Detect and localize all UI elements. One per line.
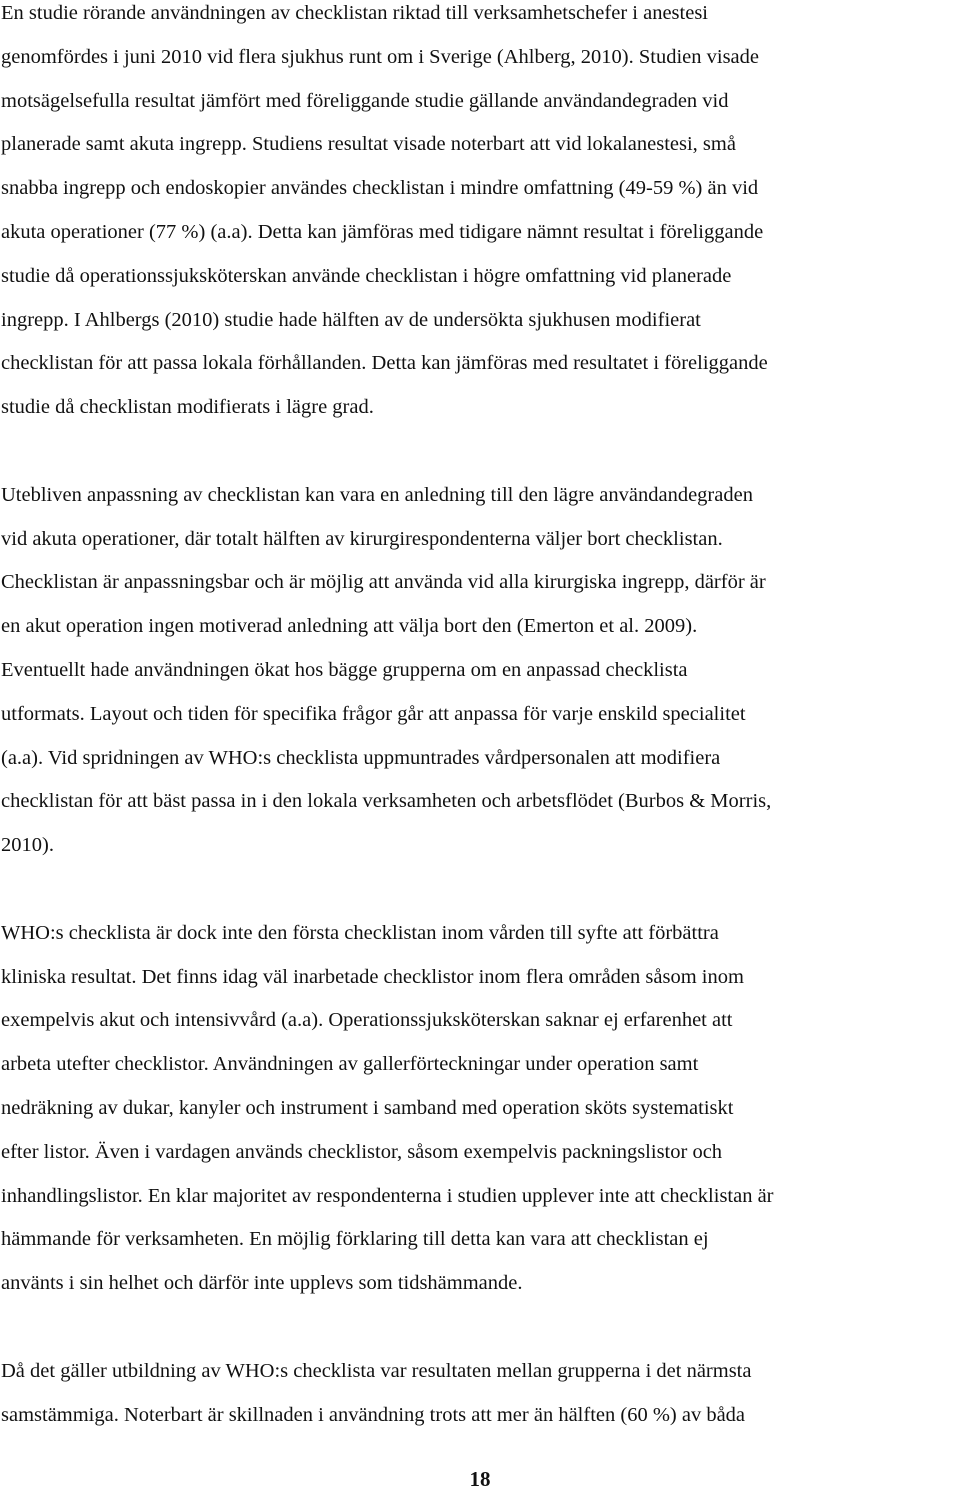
- text-line: (a.a). Vid spridningen av WHO:s checklista uppmuntrades vårdpersonalen att modifiera: [1, 746, 721, 769]
- paragraph-spacer: [1, 1306, 959, 1350]
- text-line: studie då operationssjuksköterskan använde checklistan i högre omfattning vid planerade: [1, 264, 732, 287]
- text-line: exempelvis akut och intensivvård (a.a). Operationssjuksköterskan saknar ej erfarenhet att: [1, 1009, 733, 1032]
- text-line: hämmande för verksamheten. En möjlig förklaring till detta kan vara att checklistan ej: [1, 1228, 709, 1251]
- text-line: genomfördes i juni 2010 vid flera sjukhus runt om i Sverige (Ahlberg, 2010). Studien visade: [1, 45, 760, 68]
- text-line: studie då checklistan modifierats i lägre grad.: [1, 396, 374, 419]
- paragraph-spacer: [1, 430, 959, 474]
- text-line: nedräkning av dukar, kanyler och instrument i samband med operation sköts systematiskt: [1, 1096, 734, 1119]
- paragraph-4: [1, 1350, 959, 1438]
- text-line: checklistan för att passa lokala förhållanden. Detta kan jämföras med resultatet i föreliggande: [1, 352, 768, 375]
- text-line: WHO:s checklista är dock inte den första checklistan inom vården till syfte att förbättra: [1, 921, 719, 944]
- text-line: akuta operationer (77 %) (a.a). Detta kan jämföras med tidigare nämnt resultat i föreliggande: [1, 220, 764, 243]
- text-line: vid akuta operationer, där totalt hälften av kirurgirespondenterna väljer bort checklistan.: [1, 527, 723, 550]
- text-line: efter listor. Även i vardagen används checklistor, såsom exempelvis packningslistor och: [1, 1140, 723, 1163]
- text-line: 2010).: [1, 834, 54, 857]
- paragraph-1: [1, 0, 959, 430]
- text-line: använts i sin helhet och därför inte upplevs som tidshämmande.: [1, 1272, 523, 1295]
- paragraph-2: [1, 474, 959, 868]
- text-line: Eventuellt hade användningen ökat hos bägge grupperna om en anpassad checklista: [1, 658, 688, 681]
- text-line: samstämmiga. Noterbart är skillnaden i användning trots att mer än hälften (60 %) av båda: [1, 1403, 746, 1426]
- text-line: inhandlingslistor. En klar majoritet av respondenterna i studien upplever inte att checklistan är: [1, 1184, 774, 1207]
- text-line: en akut operation ingen motiverad anledning att välja bort den (Emerton et al. 2009).: [1, 615, 698, 638]
- paragraph-3: [1, 912, 959, 1306]
- text-line: snabba ingrepp och endoskopier användes checklistan i mindre omfattning (49-59 %) än vid: [1, 177, 759, 200]
- text-line: Då det gäller utbildning av WHO:s checklista var resultaten mellan grupperna i det närmsta: [1, 1359, 752, 1382]
- document-body: [1, 0, 959, 1437]
- text-line: kliniska resultat. Det finns idag väl inarbetade checklistor inom flera områden såsom inom: [1, 965, 744, 988]
- text-line: En studie rörande användningen av checklistan riktad till verksamhetschefer i anestesi: [1, 2, 708, 24]
- page-number: 18: [469, 1467, 491, 1491]
- text-line: Checklistan är anpassningsbar och är möjlig att använda vid alla kirurgiska ingrepp, därför är: [1, 571, 766, 594]
- text-line: motsägelsefulla resultat jämfört med föreliggande studie gällande användandegraden vid: [1, 89, 729, 112]
- text-line: Utebliven anpassning av checklistan kan vara en anledning till den lägre användandegraden: [1, 483, 753, 506]
- text-line: utformats. Layout och tiden för specifika frågor går att anpassa för varje enskild specialitet: [1, 702, 746, 725]
- text-line: planerade samt akuta ingrepp. Studiens resultat visade noterbart att vid lokalanestesi, små: [1, 133, 736, 156]
- paragraph-spacer: [1, 868, 959, 912]
- text-line: checklistan för att bäst passa in i den lokala verksamheten och arbetsflödet (Burbos & Morris,: [1, 790, 772, 813]
- text-line: arbeta utefter checklistor. Användningen av gallerförteckningar under operation samt: [1, 1053, 699, 1076]
- text-line: ingrepp. I Ahlbergs (2010) studie hade hälften av de undersökta sjukhusen modifierat: [1, 308, 701, 331]
